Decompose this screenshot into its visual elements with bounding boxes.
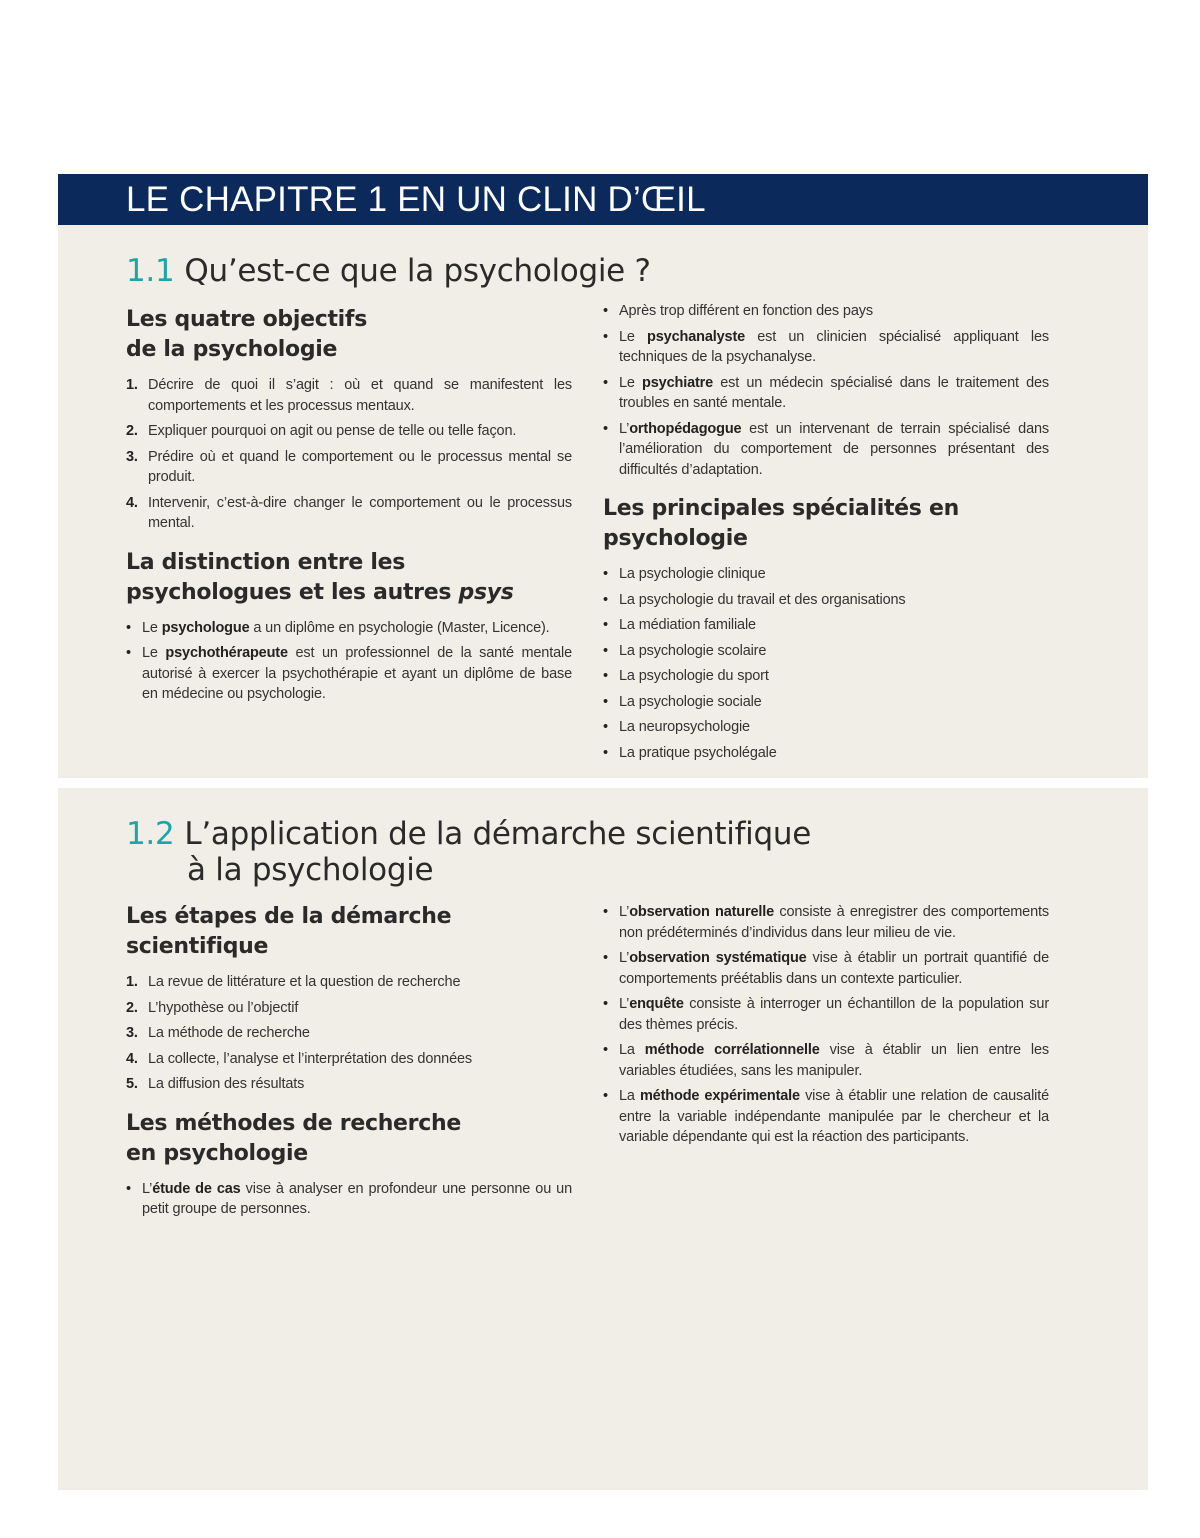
- list-number: 1.: [126, 377, 138, 393]
- bullet-icon: •: [603, 1088, 608, 1104]
- text-pre: L’: [619, 950, 630, 966]
- list-item: [603, 717, 1049, 738]
- heading-line: Les quatre objectifs: [126, 307, 367, 332]
- list-number: 2.: [126, 423, 138, 439]
- text-post: vise à établir un lien entre les variables étudiées, sans les manipuler.: [619, 1042, 1049, 1079]
- text-post: est un intervenant de terrain spécialisé dans l’amélioration du comportement de personnes présentant des difficultés d’adaptation.: [619, 420, 1049, 478]
- text-post: est un clinicien spécialisé appliquant les techniques de la psychanalyse.: [619, 328, 1049, 365]
- list-item: [126, 493, 572, 534]
- text-post: vise à établir un portrait quantifié de comportements préétablis dans un contexte particulier.: [619, 950, 1049, 987]
- heading-line: de la psychologie: [126, 337, 338, 362]
- bullet-icon: •: [126, 619, 131, 636]
- list-number: 3.: [126, 1025, 138, 1041]
- psys-list-continued: [603, 301, 1049, 480]
- list-item-text: La neuropsychologie: [619, 719, 750, 735]
- key-term: psychiatre: [642, 374, 714, 391]
- list-number: 2.: [126, 999, 138, 1016]
- text-pre: La: [619, 1042, 645, 1058]
- list-item: [603, 692, 1049, 713]
- list-item: [603, 743, 1049, 764]
- objectives-list: [126, 375, 572, 534]
- text-pre: L’: [619, 904, 630, 920]
- list-item-text: La psychologie du travail et des organisations: [619, 591, 906, 608]
- list-item: [126, 972, 572, 993]
- bullet-icon: •: [603, 950, 608, 966]
- list-number: 4.: [126, 494, 138, 511]
- bullet-icon: •: [603, 591, 608, 608]
- heading-line: psychologues et les autres: [126, 579, 459, 605]
- key-term: psychanalyste: [647, 328, 746, 345]
- section-number: 1.2: [126, 816, 175, 852]
- heading-emphasis: psys: [458, 579, 514, 605]
- text-pre: L’: [619, 420, 630, 437]
- section-1-1-panel: [58, 225, 1148, 778]
- objectives-heading: [126, 305, 572, 365]
- list-item: [603, 1086, 1049, 1148]
- text-post: a un diplôme en psychologie (Master, Licence).: [249, 619, 550, 636]
- steps-heading: [126, 902, 572, 962]
- heading-line: Les méthodes de recherche: [126, 1110, 461, 1136]
- list-item: [603, 419, 1049, 481]
- bullet-icon: •: [126, 1180, 131, 1197]
- section-1-2-left-column: [126, 902, 572, 1225]
- list-item: [126, 643, 572, 705]
- list-item: [603, 1040, 1049, 1081]
- section-1-2-title: [126, 816, 811, 888]
- list-item-text: La méthode de recherche: [148, 1025, 310, 1041]
- list-item: [126, 1179, 572, 1220]
- distinction-list: [126, 618, 572, 705]
- key-term: observation systématique: [629, 950, 807, 966]
- list-item-text: Intervenir, c’est-à-dire changer le comportement ou le processus mental.: [148, 494, 572, 531]
- key-term: orthopédagogue: [629, 420, 742, 437]
- bullet-icon: •: [603, 303, 608, 319]
- text-pre: L’: [619, 996, 630, 1012]
- section-1-1-left-column: [126, 305, 572, 710]
- section-1-2-right-column: [603, 902, 1049, 1153]
- list-number: 5.: [126, 1076, 138, 1092]
- list-item-text: La psychologie scolaire: [619, 642, 767, 659]
- bullet-icon: •: [603, 617, 608, 633]
- list-number: 3.: [126, 448, 138, 465]
- list-item: [603, 590, 1049, 611]
- chapter-banner: [58, 174, 1148, 225]
- key-term: psychothérapeute: [165, 645, 288, 661]
- heading-line: Les étapes de la démarche: [126, 904, 452, 929]
- text-pre: La: [619, 1088, 640, 1104]
- section-1-1-title: [126, 253, 651, 289]
- text-pre: Le: [619, 374, 643, 391]
- list-number: 1.: [126, 974, 138, 990]
- key-term: étude de cas: [152, 1180, 241, 1197]
- list-item: [126, 618, 572, 639]
- key-term: observation naturelle: [629, 904, 775, 920]
- list-item: [126, 421, 572, 442]
- text-post: consiste à enregistrer des comportements non prédéterminés d’individus dans leur milieu de vie.: [619, 904, 1049, 941]
- text-pre: Après trop différent en fonction des pays: [619, 303, 873, 319]
- text-post: est un professionnel de la santé mentale autorisé à exercer la psychothérapie et ayant un diplôme de base en médecine ou psychologie.: [142, 645, 572, 702]
- list-item: [603, 994, 1049, 1035]
- text-pre: Le: [142, 619, 162, 636]
- bullet-icon: •: [126, 645, 131, 661]
- specialties-list: [603, 564, 1049, 763]
- key-term: méthode expérimentale: [639, 1088, 800, 1104]
- bullet-icon: •: [603, 328, 608, 345]
- bullet-icon: •: [603, 719, 608, 735]
- list-item-text: L’hypothèse ou l’objectif: [148, 999, 299, 1016]
- section-title-text: Qu’est-ce que la psychologie ?: [184, 253, 651, 289]
- list-item: [126, 1074, 572, 1095]
- bullet-icon: •: [603, 642, 608, 659]
- list-item-text: Décrire de quoi il s’agit : où et quand se manifestent les comportements et les processus mentaux.: [148, 377, 572, 414]
- list-item: [603, 948, 1049, 989]
- bullet-icon: •: [603, 1042, 608, 1058]
- list-item: [126, 1049, 572, 1070]
- list-item: [126, 447, 572, 488]
- bullet-icon: •: [603, 693, 608, 710]
- list-item: [603, 564, 1049, 585]
- list-number: 4.: [126, 1050, 138, 1067]
- bullet-icon: •: [603, 420, 608, 437]
- text-pre: L’: [142, 1180, 153, 1197]
- list-item-text: La diffusion des résultats: [148, 1076, 305, 1092]
- text-post: est un médecin spécialisé dans le traitement des troubles en santé mentale.: [619, 374, 1049, 411]
- text-post: vise à analyser en profondeur une personne ou un petit groupe de personnes.: [142, 1180, 572, 1217]
- list-item: [603, 666, 1049, 687]
- heading-line: en psychologie: [126, 1140, 308, 1166]
- bullet-icon: •: [603, 996, 608, 1012]
- list-item-text: La médiation familiale: [619, 617, 756, 633]
- list-item: [603, 615, 1049, 636]
- list-item: [603, 301, 1049, 322]
- specialties-heading: Les principales spécialités en psychologie: [603, 496, 959, 551]
- methods-list: [126, 1179, 572, 1220]
- key-term: psychologue: [161, 619, 250, 636]
- bullet-icon: •: [603, 904, 608, 920]
- list-item-text: Expliquer pourquoi on agit ou pense de telle ou telle façon.: [148, 423, 517, 439]
- text-pre: Le: [142, 645, 166, 661]
- list-item: [603, 902, 1049, 943]
- bullet-icon: •: [603, 566, 608, 582]
- list-item: [126, 375, 572, 416]
- list-item-text: La revue de littérature et la question de recherche: [148, 974, 461, 990]
- list-item: [603, 327, 1049, 368]
- list-item: [603, 373, 1049, 414]
- list-item-text: La pratique psycholégale: [619, 744, 777, 761]
- key-term: méthode corrélationnelle: [644, 1042, 820, 1058]
- distinction-heading: [126, 548, 572, 608]
- text-post: vise à établir une relation de causalité entre la variable indépendante manipulée par le chercheur et la variable dépendante qui est la réaction des participants.: [619, 1088, 1050, 1145]
- chapter-banner-title: LE CHAPITRE 1 EN UN CLIN D’ŒIL: [126, 180, 706, 219]
- key-term: enquête: [629, 996, 684, 1012]
- heading-line: La distinction entre les: [126, 549, 406, 575]
- section-title-text: à la psychologie: [187, 852, 434, 888]
- list-item-text: La psychologie clinique: [619, 566, 766, 582]
- text-post: consiste à interroger un échantillon de la population sur des thèmes précis.: [619, 996, 1049, 1033]
- section-1-2-panel: [58, 788, 1148, 1490]
- list-item-text: Prédire où et quand le comportement ou le processus mental se produit.: [148, 448, 572, 485]
- list-item-text: La psychologie du sport: [619, 668, 769, 684]
- bullet-icon: •: [603, 668, 608, 684]
- list-item-text: La psychologie sociale: [619, 693, 762, 710]
- section-1-1-right-column: [603, 301, 1049, 768]
- methods-heading: [126, 1109, 572, 1169]
- section-title-text: L’application de la démarche scientifique: [184, 816, 811, 852]
- steps-list: [126, 972, 572, 1095]
- list-item: [126, 1023, 572, 1044]
- methods-list-continued: [603, 902, 1049, 1148]
- list-item: [126, 998, 572, 1019]
- heading-line: scientifique: [126, 934, 269, 959]
- list-item: [603, 641, 1049, 662]
- bullet-icon: •: [603, 744, 608, 761]
- section-number: 1.1: [126, 253, 175, 289]
- bullet-icon: •: [603, 374, 608, 391]
- list-item-text: La collecte, l’analyse et l’interprétation des données: [148, 1050, 472, 1067]
- text-pre: Le: [619, 328, 648, 345]
